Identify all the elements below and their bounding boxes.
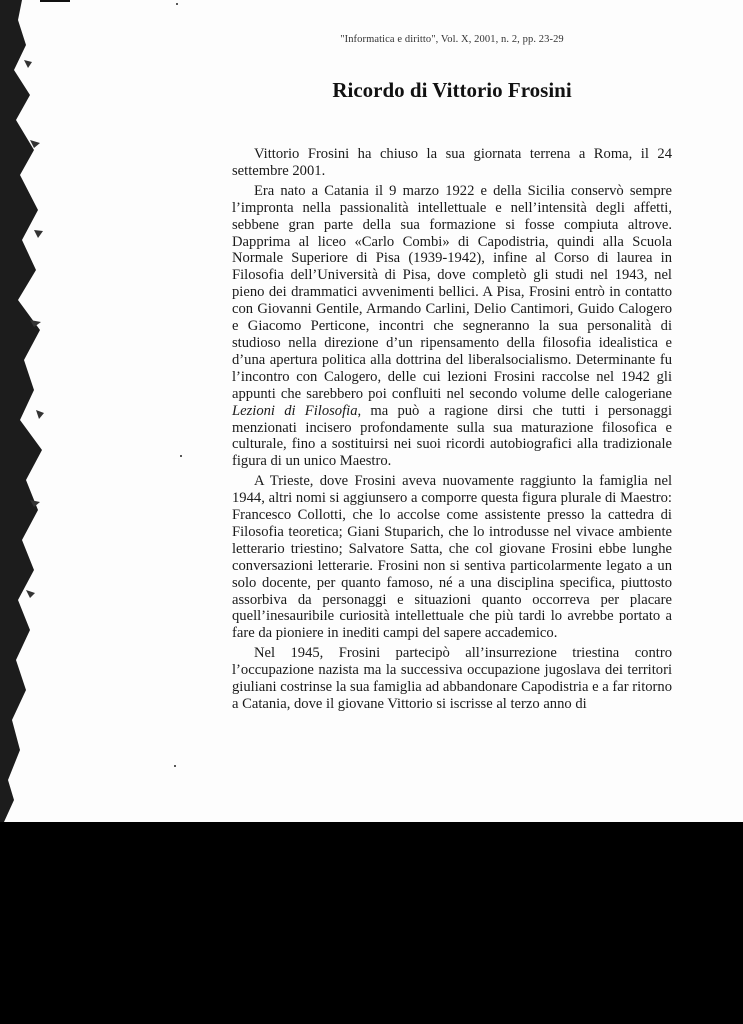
article-body xyxy=(232,146,672,716)
paragraph-2 xyxy=(232,183,672,470)
paragraph-2-text-before: Era nato a Catania il 9 marzo 1922 e della Sicilia conservò sempre l’impronta nella passionalità intellettuale e nell’intensità degli affetti, sebbene gran parte della sua formazione si fosse compiuta altrove. Dapprima al liceo «Carlo Combi» di Capodistria, quindi alla Scuola Normale Superiore di Pisa (1939-1942), infine al Corso di laurea in Filosofia dell’Università di Pisa, dove completò gli studi nel 1943, nel pieno dei drammatici avvenimenti bellici. A Pisa, Frosini entrò in contatto con Giovanni Gentile, Armando Carlini, Delio Cantimori, Guido Calogero e Giacomo Perticone, incontri che segneranno la sua personalità di studioso nella direzione d’un ripensamento della filosofia idealistica e d’una apertura politica alla dottrina del liberalsocialismo. Determinante fu l’incontro con Calogero, delle cui lezioni Frosini raccolse nel 1942 gli appunti che sarebbero poi confluiti nel secondo volume delle calogeriane xyxy=(232,182,672,402)
scanned-binding-edge xyxy=(0,0,70,822)
paragraph-1: Vittorio Frosini ha chiuso la sua giornata terrena a Roma, il 24 settembre 2001. xyxy=(232,146,672,179)
book-title-emphasis: Lezioni di Filosofia xyxy=(232,402,358,419)
scan-black-background xyxy=(0,822,743,1024)
article-title: Ricordo di Vittorio Frosini xyxy=(332,78,572,102)
paragraph-2-text-after: , ma può a ragione dirsi che tutti i personaggi menzionati incisero profondamente sulla sua maturazione filosofica e culturale, fino a sostituirsi nei suoi ricordi autobiografici alla tradizionale figura di un unico Maestro. xyxy=(232,402,672,470)
paragraph-3: A Trieste, dove Frosini aveva nuovamente raggiunto la famiglia nel 1944, altri nomi si aggiunsero a comporre questa figura plurale di Maestro: Francesco Collotti, che lo accolse come assistente presso la cattedra di Filosofia teoretica; Giani Stuparich, che lo introdusse nel vivace ambiente letterario triestino; Salvatore Satta, che col giovane Frosini ebbe lunghe conversazioni letterarie. Frosini non si sentiva particolarmente legato a un solo docente, per quanto famoso, né a una disciplina specifica, piuttosto assorbiva da personaggi e situazioni quanto occorreva per placare quell’inesauribile curiosità intellettuale che più tardi lo avrebbe portato a fare da pioniere in inediti campi del sapere accademico. xyxy=(232,473,672,642)
paragraph-4: Nel 1945, Frosini partecipò all’insurrezione triestina contro l’occupazione nazista ma la successiva occupazione jugoslava dei territori giuliani costrinse la sua famiglia ad abbandonare Capodistria e a far ritorno a Catania, dove il giovane Vittorio si iscrisse al terzo anno di xyxy=(232,645,672,712)
journal-citation-header: "Informatica e diritto", Vol. X, 2001, n. 2, pp. 23-29 xyxy=(340,34,564,45)
